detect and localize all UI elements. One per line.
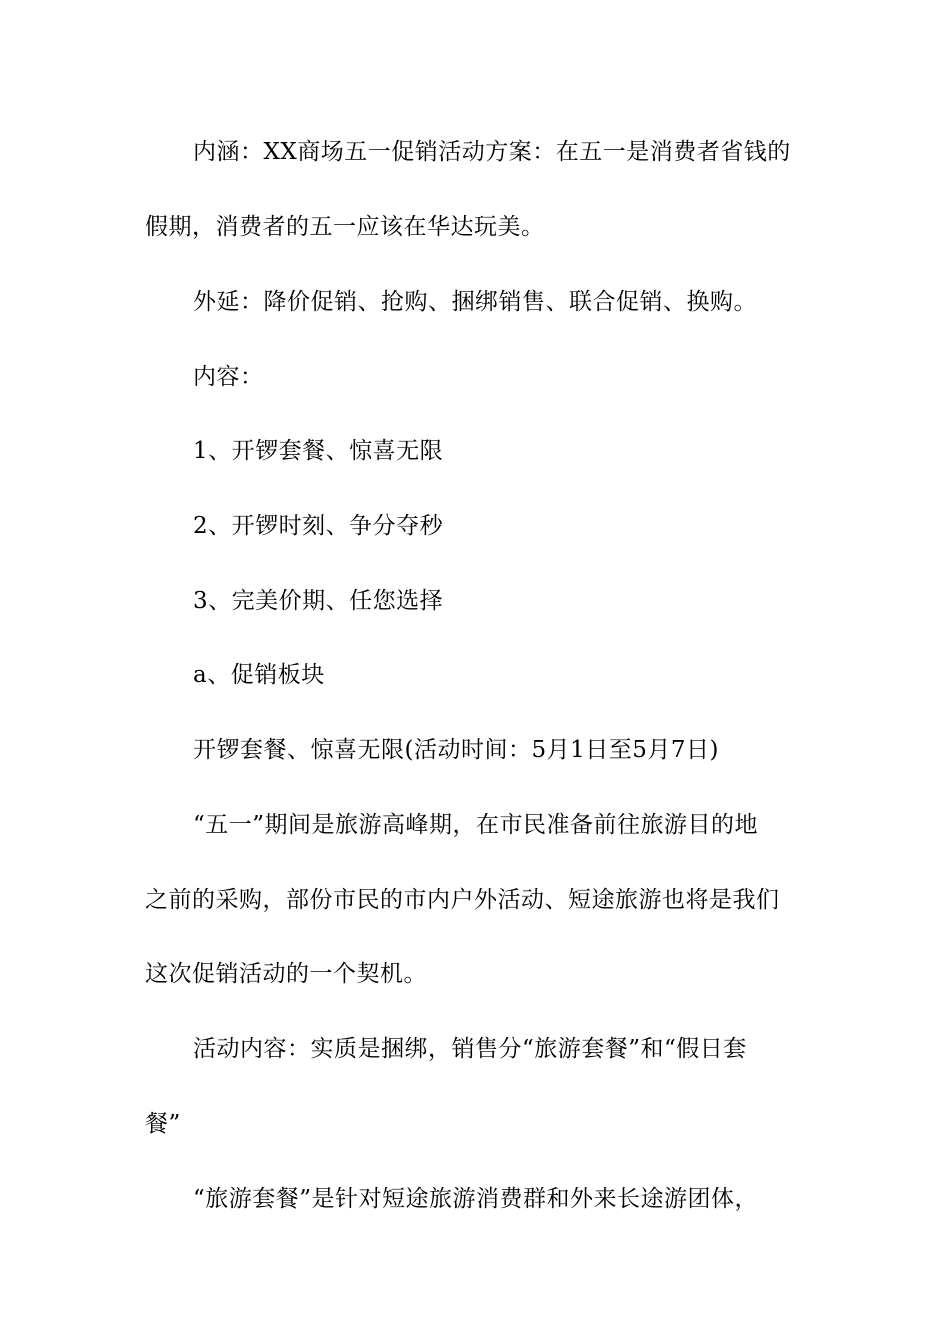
paragraph-line: 开锣套餐、惊喜无限(活动时间：5月1日至5月7日) (193, 737, 719, 763)
paragraph-line: 假期，消费者的五一应该在华达玩美。 (145, 214, 545, 240)
paragraph-line: 这次促销活动的一个契机。 (145, 961, 427, 987)
paragraph-line: 活动内容：实质是捆绑，销售分“旅游套餐”和“假日套 (193, 1036, 747, 1062)
paragraph-line: “旅游套餐”是针对短途旅游消费群和外来长途游团体， (193, 1186, 759, 1212)
paragraph-line: 餐” (145, 1111, 181, 1137)
list-item: 3、完美价期、任您选择 (193, 588, 444, 614)
paragraph-line: “五一”期间是旅游高峰期，在市民准备前往旅游目的地 (193, 812, 759, 838)
list-item: 2、开锣时刻、争分夺秒 (193, 513, 444, 539)
paragraph-line: 之前的采购，部份市民的市内户外活动、短途旅游也将是我们 (145, 887, 780, 913)
paragraph-line: 外延：降价促销、抢购、捆绑销售、联合促销、换购。 (193, 289, 757, 315)
section-heading: a、促销板块 (193, 662, 325, 688)
paragraph-line: 内涵：XX商场五一促销活动方案：在五一是消费者省钱的 (193, 139, 791, 165)
list-item: 1、开锣套餐、惊喜无限 (193, 438, 444, 464)
paragraph-line: 内容： (193, 364, 264, 390)
